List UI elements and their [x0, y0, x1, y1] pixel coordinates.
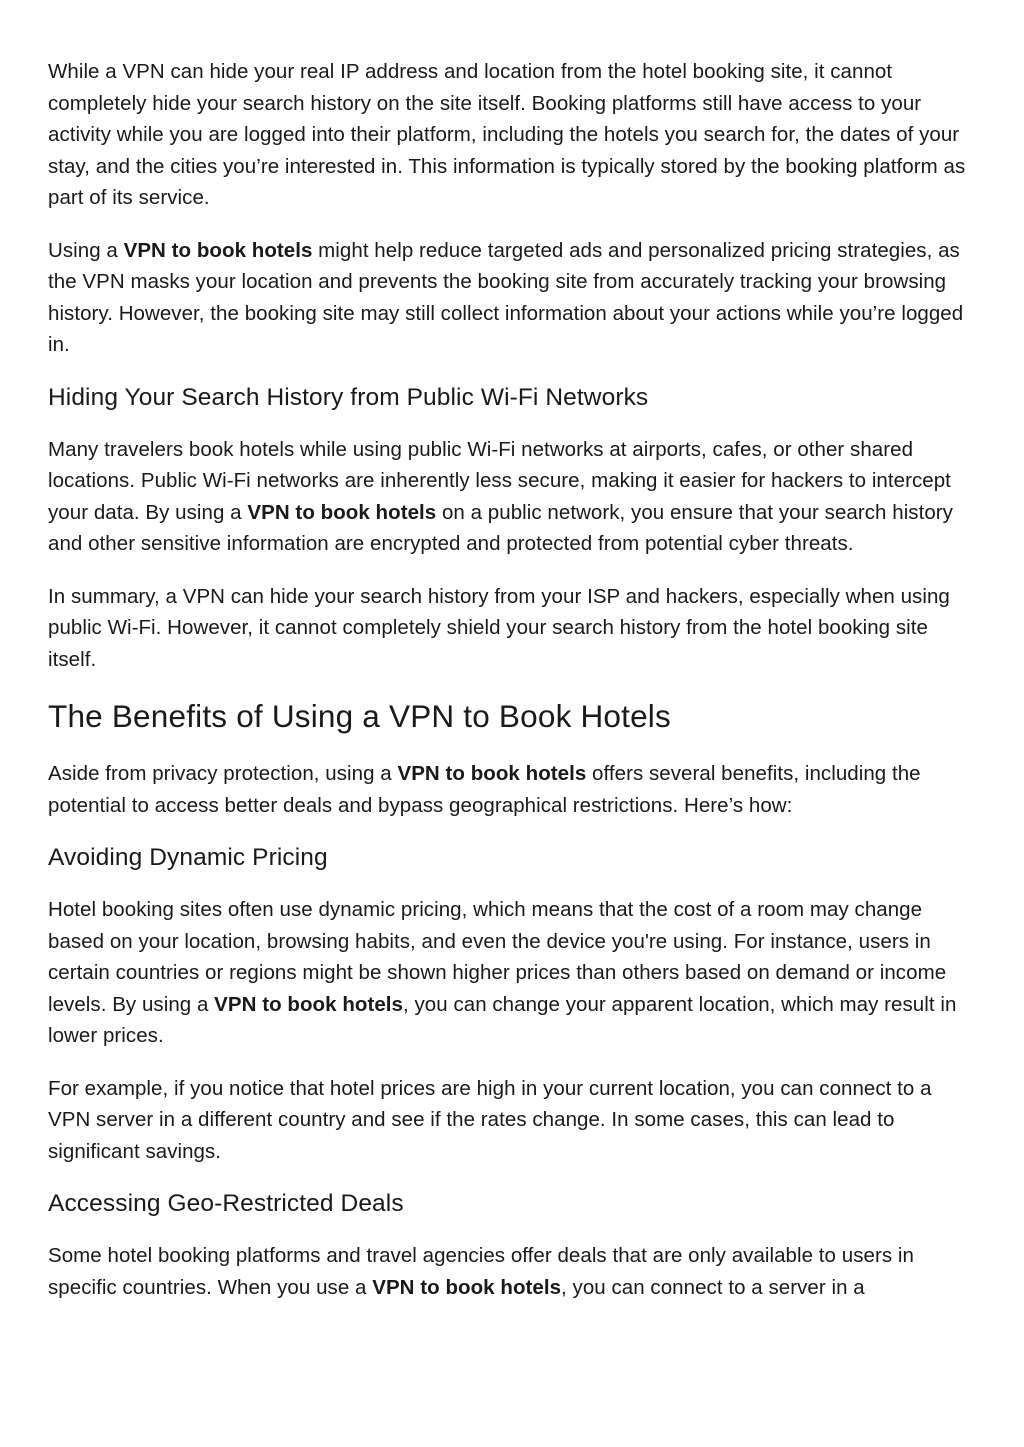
paragraph-summary: In summary, a VPN can hide your search history from your ISP and hackers, especially when using public Wi-Fi. However, it cannot completely shield your search history from the hotel booking site itself.	[48, 584, 950, 671]
paragraph-search-history-limits: While a VPN can hide your real IP address and location from the hotel booking site, it cannot completely hide your search history on the site itself. Booking platforms still have access to your activity while you are logged into their platform, including the hotels you search for, the dates of your stay, and the cities you’re interested in. This information is typically stored by the booking platform as part of its service.	[48, 60, 966, 209]
text-run: , you can connect to a server in a	[561, 1275, 865, 1299]
heading-benefits: The Benefits of Using a VPN to Book Hotels	[48, 698, 671, 734]
keyword-vpn-to-book-hotels: VPN to book hotels	[372, 1275, 562, 1299]
keyword-vpn-to-book-hotels: VPN to book hotels	[214, 992, 403, 1016]
text-run: Aside from privacy protection, using a	[48, 762, 398, 785]
text-run: offers several benefits, including the potential to access better deals and bypass geographical restrictions. Here’s how:	[48, 762, 921, 817]
keyword-vpn-to-book-hotels: VPN to book hotels	[123, 238, 313, 262]
text-run: Many travelers book hotels while using public Wi-Fi networks at airports, cafes, or other shared locations. Public Wi-Fi networks are inherently less secure, making it easier for hackers to intercept your data. By using a	[48, 437, 951, 524]
paragraph-targeted-ads	[48, 235, 978, 361]
text-run: on a public network, you ensure that your search history and other sensitive information are encrypted and protected from potential cyber threats.	[48, 500, 953, 555]
keyword-vpn-to-book-hotels: VPN to book hotels	[397, 762, 587, 785]
text-run: might help reduce targeted ads and personalized pricing strategies, as the VPN masks your location and prevents the booking site from accurately tracking your browsing history. However, the booking site may still collect information about your actions while you’re logged in.	[48, 238, 964, 356]
text-run: Some hotel booking platforms and travel agencies offer deals that are only available to users in specific countries. When you use a	[48, 1244, 914, 1299]
heading-dynamic-pricing: Avoiding Dynamic Pricing	[48, 844, 328, 871]
text-run: Using a	[48, 238, 124, 262]
paragraph-dynamic-pricing	[48, 894, 978, 1052]
paragraph-benefits-intro	[48, 758, 978, 821]
heading-geo-restricted: Accessing Geo-Restricted Deals	[48, 1190, 404, 1217]
text-run: , you can change your apparent location, which may result in lower prices.	[48, 992, 957, 1047]
heading-public-wifi: Hiding Your Search History from Public Wi-Fi Networks	[48, 383, 649, 411]
text-run: Hotel booking sites often use dynamic pricing, which means that the cost of a room may change based on your location, browsing habits, and even the device you're using. For instance, users in certain countries or regions might be shown higher prices than others based on demand or income levels. By using a	[48, 898, 947, 1016]
paragraph-public-wifi	[48, 434, 978, 560]
paragraph-geo-restricted	[48, 1240, 978, 1303]
article-body	[48, 56, 978, 1324]
paragraph-example-savings: For example, if you notice that hotel prices are high in your current location, you can connect to a VPN server in a different country and see if the rates change. In some cases, this can lead to significant savings.	[48, 1076, 932, 1163]
keyword-vpn-to-book-hotels: VPN to book hotels	[247, 500, 437, 524]
